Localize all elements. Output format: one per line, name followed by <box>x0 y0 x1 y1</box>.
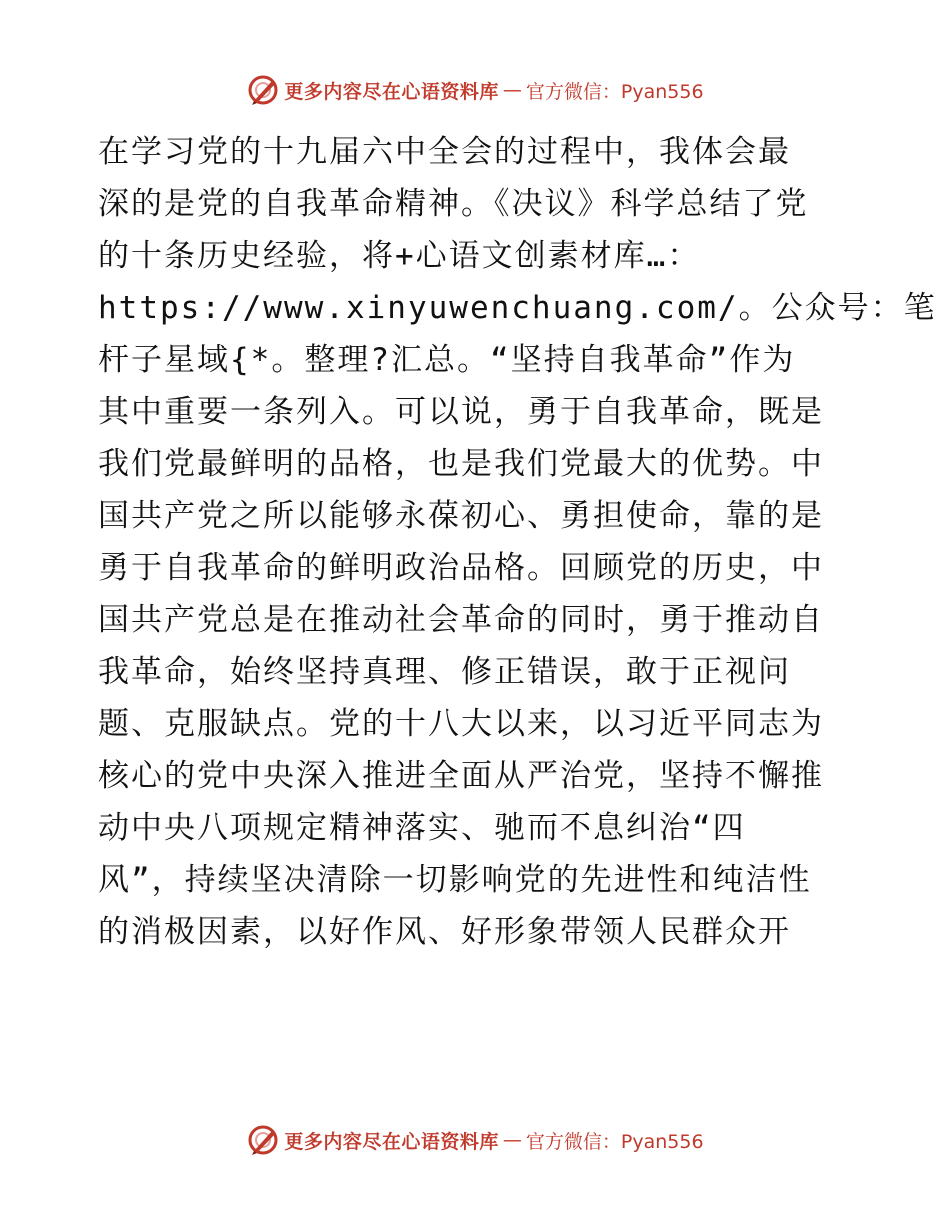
header-banner <box>0 70 950 110</box>
footer-site-text: 更多内容尽在心语资料库 <box>284 1130 499 1153</box>
document-line: 勇于自我革命的鲜明政治品格。回顾党的历史，中 <box>98 550 824 586</box>
document-line: 动中央八项规定精神落实、驰而不息纠治“四 <box>98 810 746 846</box>
document-line: 核心的党中央深入推进全面从严治党，坚持不懈推 <box>98 758 824 794</box>
document-line: 的消极因素，以好作风、好形象带领人民群众开 <box>98 914 791 950</box>
footer-contact-text: 官方微信：Pyan556 <box>525 1130 704 1153</box>
document-line: 的十条历史经验，将+心语文创素材库…： <box>98 238 701 274</box>
pen-logo-icon <box>246 1123 280 1157</box>
document-line: 杆子星域{*。整理?汇总。“坚持自我革命”作为 <box>98 342 796 378</box>
pen-logo-icon <box>246 73 280 107</box>
header-site-text: 更多内容尽在心语资料库 <box>284 80 499 103</box>
document-line: 我革命，始终坚持真理、修正错误，敢于正视问 <box>98 654 791 690</box>
document-line: 我们党最鲜明的品格，也是我们党最大的优势。中 <box>98 446 824 482</box>
document-line: 其中重要一条列入。可以说，勇于自我革命，既是 <box>98 394 824 430</box>
header-banner-content <box>246 73 703 107</box>
footer-banner-content <box>246 1123 703 1157</box>
document-line: 国共产党总是在推动社会革命的同时，勇于推动自 <box>98 602 824 638</box>
footer-banner <box>0 1120 950 1160</box>
header-separator: — <box>502 79 522 101</box>
document-line: 风”，持续坚决清除一切影响党的先进性和纯洁性 <box>98 862 812 898</box>
document-line: 深的是党的自我革命精神。《决议》科学总结了党 <box>98 186 809 222</box>
document-body <box>98 126 937 958</box>
header-contact-text: 官方微信：Pyan556 <box>525 80 704 103</box>
footer-separator: — <box>502 1129 522 1151</box>
document-line: https://www.xinyuwenchuang.com/。公众号：笔 <box>98 290 937 326</box>
document-line: 国共产党之所以能够永葆初心、勇担使命，靠的是 <box>98 498 824 534</box>
document-line: 在学习党的十九届六中全会的过程中，我体会最 <box>98 134 791 170</box>
document-line: 题、克服缺点。党的十八大以来，以习近平同志为 <box>98 706 824 742</box>
